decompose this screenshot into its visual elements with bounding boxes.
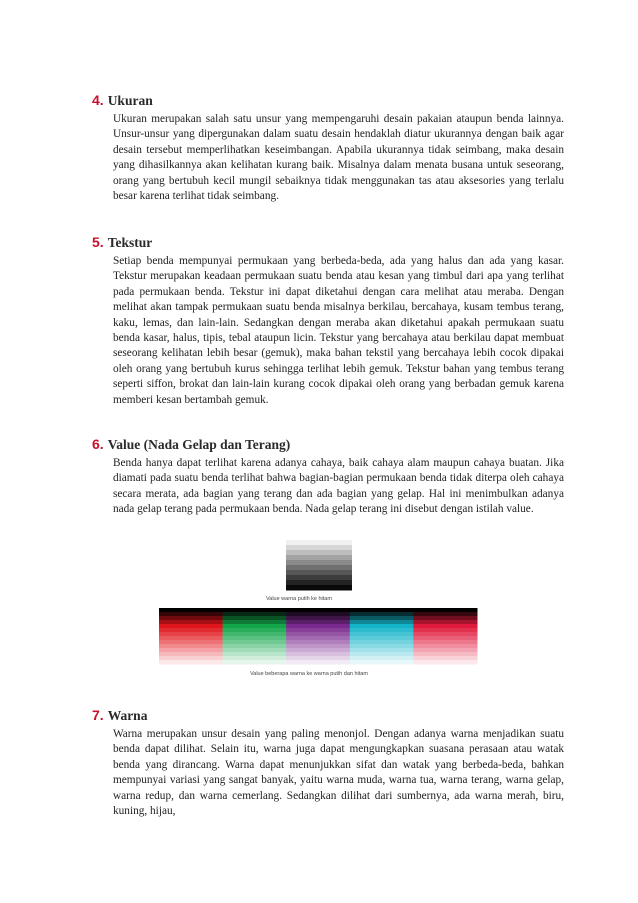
gray-value-step [286,555,352,561]
color-value-step [350,616,414,621]
color-value-step [223,624,287,629]
color-value-step [159,652,223,657]
gray-value-step [286,560,352,566]
color-value-step [413,640,477,645]
gray-value-step [286,580,352,586]
section-title: Ukuran [107,93,153,108]
section-body: Ukuran merupakan salah satu unsur yang mempengaruhi desain pakaian ataupun benda lainnya. Unsur-unsur yang dipergunakan dalam suatu desain hendaklah diatur ukurannya dengan baik agar desain tersebut memperlihatkan keseimbangan. Apabila ukurannya tidak seimbang, maka desain yang dihasilkannya akan kelihatan kurang baik. Misalnya dalam menata busana untuk seseorang, orang yang bertubuh kecil mungil sebaiknya tidak menggunakan tas atau aksesories yang terlalu besar karena terlihat tidak seimbang. [113,113,564,203]
section-title: Warna [107,708,148,723]
section-ukuran [92,92,564,204]
color-value-step [350,624,414,629]
color-value-step [350,636,414,641]
gray-value-step [286,540,352,546]
color-value-step [413,644,477,649]
color-value-step [223,620,287,625]
color-value-step [223,616,287,621]
section-body: Setiap benda mempunyai permukaan yang berbeda-beda, ada yang halus dan ada yang kasar. Tekstur merupakan keadaan permukaan suatu benda atau kesan yang timbul dari apa yang terlihat pada permukaan benda. Tekstur ini dapat diketahui dengan cara melihat atau meraba. Dengan melihat akan tampak permukaan suatu benda misalnya berkilau, bercahaya, kusam tembus terang, kaku, lemas, dan lain-lain. Sedangkan dengan meraba akan diketahui apakah permukaan suatu benda kasar, halus, tipis, tebal ataupun licin. Tekstur yang bercahaya atau berkilau dapat membuat seseorang kelihatan lebih besar (gemuk), maka bahan tekstil yang bercahaya lebih cocok dipakai oleh orang yang bertubuh kurus sehingga terlihat lebih gemuk. Tekstur bahan yang tembus terang seperti siffon, brokat dan lain-lain kurang cocok dipakai oleh orang yang berbadan gemuk karena memberi kesan bertambah gemuk. [113,255,564,406]
section-heading [92,234,564,252]
color-value-step [223,636,287,641]
color-value-step [159,628,223,633]
color-value-step [413,628,477,633]
gray-value-step [286,545,352,551]
section-value [92,436,564,518]
color-value-step [286,648,350,653]
color-value-step [413,652,477,657]
color-value-step [286,644,350,649]
color-value-step [413,648,477,653]
color-value-step [159,640,223,645]
color-value-step [286,608,350,613]
color-value-step [413,612,477,617]
color-value-step [286,616,350,621]
color-value-step [159,608,223,613]
color-value-step [350,628,414,633]
gray-value-step [286,565,352,571]
color-value-step [413,636,477,641]
color-value-step [223,628,287,633]
color-value-step [223,612,287,617]
color-value-step [159,620,223,625]
color-value-step [286,620,350,625]
color-value-step [350,656,414,661]
color-value-step [350,652,414,657]
color-value-step [223,656,287,661]
color-value-step [350,644,414,649]
section-number: 6. [92,436,104,452]
color-value-step [159,648,223,653]
color-value-step [286,628,350,633]
color-value-step [286,656,350,661]
color-value-step [159,612,223,617]
color-value-step [413,624,477,629]
section-heading [92,436,564,454]
color-value-step [350,632,414,637]
color-value-step [286,660,350,665]
section-warna [92,707,564,819]
color-value-step [159,636,223,641]
color-value-step [413,660,477,665]
color-value-step [286,624,350,629]
value-figure [154,538,484,688]
section-number: 7. [92,707,104,723]
color-value-step [223,640,287,645]
color-value-step [350,620,414,625]
color-value-step [223,632,287,637]
color-value-step [286,612,350,617]
color-value-step [350,640,414,645]
color-value-step [159,632,223,637]
color-value-step [286,652,350,657]
color-value-step [413,632,477,637]
color-value-step [223,660,287,665]
section-number: 5. [92,234,104,250]
value-scale-illustration [154,538,484,688]
color-value-step [350,648,414,653]
color-value-step [159,644,223,649]
color-value-step [159,660,223,665]
color-value-step [223,648,287,653]
color-value-step [413,656,477,661]
color-value-step [413,616,477,621]
color-value-step [413,608,477,613]
color-value-step [223,652,287,657]
section-heading [92,707,564,725]
gray-value-step [286,575,352,581]
color-value-step [159,624,223,629]
color-value-step [286,640,350,645]
color-value-step [223,608,287,613]
gray-value-step [286,570,352,576]
gray-value-step [286,585,352,591]
section-title: Value (Nada Gelap dan Terang) [107,437,291,452]
color-value-step [159,656,223,661]
section-title: Tekstur [107,235,153,250]
color-value-step [413,620,477,625]
section-body: Warna merupakan unsur desain yang paling menonjol. Dengan adanya warna menjadikan suatu benda dapat dilihat. Selain itu, warna juga dapat mengungkapkan suasana perasaan atau watak benda yang dirancang. Warna dapat menunjukkan sifat dan watak yang berbeda-beda, bahkan mempunyai variasi yang sangat banyak, yaitu warna muda, warna tua, warna terang, warna gelap, warna redup, dan warna cemerlang. Sedangkan dilihat dari sumbernya, ada warna merah, biru, kuning, hijau, [113,728,564,818]
section-body: Benda hanya dapat terlihat karena adanya cahaya, baik cahaya alam maupun cahaya buatan. Jika diamati pada suatu benda terlihat bahwa bagian-bagian permukaan benda tidak diterpa oleh cahaya secara merata, ada bagian yang terang dan ada bagian yang gelap. Hal ini menimbulkan adanya nada gelap terang pada permukaan benda. Nada gelap terang ini disebut dengan istilah value. [113,457,564,516]
gray-value-step [286,550,352,556]
color-value-step [350,612,414,617]
color-value-step [159,616,223,621]
section-tekstur [92,234,564,408]
section-number: 4. [92,92,104,108]
color-value-step [350,608,414,613]
color-value-step [286,636,350,641]
color-value-step [350,660,414,665]
figure-caption-top: Value warna putih ke hitam [266,596,332,602]
color-value-step [286,632,350,637]
color-value-step [223,644,287,649]
section-heading [92,92,564,110]
figure-caption-bottom: Value beberapa warna ke warna putih dan hitam [250,671,368,677]
